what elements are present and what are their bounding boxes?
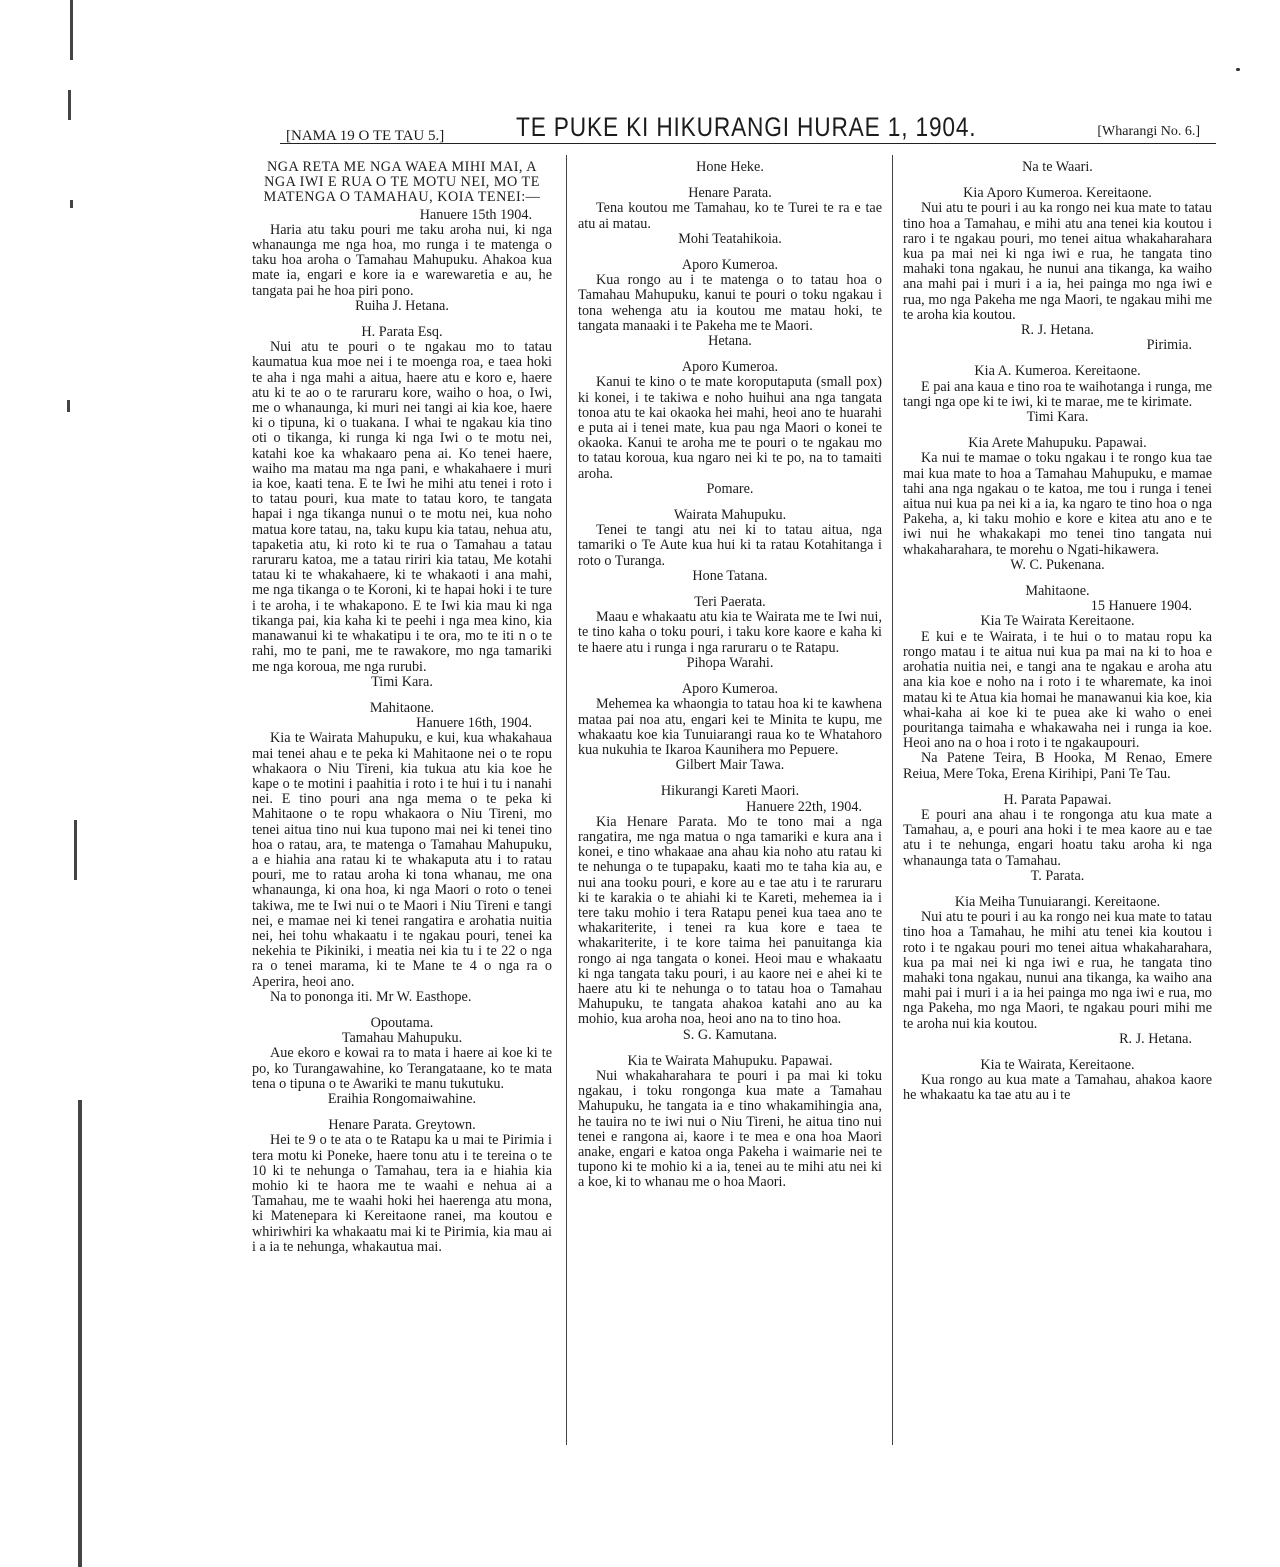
letter-body: Kia Henare Parata. Mo te tono mai a nga rangatira, me nga matua o nga tamariki e kura ana i konei, e tino whakaae ana ahau kia noho atu ratau ki te nehunga o te tupapaku, kaati mo te taha kia au, e nui ana tooku pouri, e kore au e tae atu i te raruraru ki te karakia o te ahiahi ki te Kareti, mehemea ia i tere taku mohio i tera Ratapu penei kua taea ano te whakariterite, i tenei ra kua kore e taea te whakariterite, i te kore taima hei panuitanga kia rongo ai nga tangata o konei. Heoi mau e whakaatu ki nga tangata taku pouri, i au kaore nei e ahei ki te haere atu ki te nehunga o to tatau hoa o Tamahau Mahupuku, te tangata ahakoa katahi ano au ka mohio, kua aroha noa, heoi ano na to tino hoa. [578, 813, 882, 1028]
letter-body: Nui atu te pouri i au ka rongo nei kua mate to tatau tino hoa a Tamahau, he mihi atu tenei kia koutou i roto i te ngakau pouri mo tenei aitua whakaharahara, kua pa mai nei ki nga iwi e rua, he tangata tino mahaki tona ngakau, nunui ana tikanga, ka waiho ana mahi pai i muri i a ia hei painga mo nga iwi e rua, mo nga Pakeha, mo nga Maori, te ngakau pouri mihi me te aroha nui kia koutou. [903, 909, 1212, 1032]
letter-address: Kia Meiha Tunuiarangi. Kereitaone. [954, 893, 1161, 910]
letter [578, 186, 882, 247]
letter-address: Henare Parata. Greytown. [328, 1117, 476, 1134]
letter-body: Haria atu taku pouri me taku aroha nui, ki nga whanaunga me nga hoa, mo runga i te matenga o taku hoa aroha o Tamahau Mahupuku. Ahakoa kua mate ia, engari e kore ia e warewaretia e au, he tangata pai he hoa piri pono. [252, 221, 552, 299]
letter-place: Mahitaone. [1025, 583, 1090, 600]
letter-place: Opoutama. [370, 1014, 434, 1031]
letter-body: E pouri ana ahau i te rongonga atu kua mate a Tamahau, a, e pouri ana hoki i te mea kaore au e tae atu i te nehunga, engari hoatu taku aroha ki nga whanaunga tata o Tamahau. [903, 806, 1212, 869]
letter-signature: Timi Kara. [371, 673, 433, 690]
headline: NGA RETA ME NGA WAEA MIHI MAI, A NGA IWI E RUA O TE MOTU NEI, MO TE MATENGA O TAMAHAU, KOIA TENEI:— [263, 159, 541, 206]
letter-address: Kia te Wairata Mahupuku. Papawai. [627, 1052, 833, 1069]
letter [578, 360, 882, 497]
letter-address: Tamahau Mahupuku. [341, 1030, 463, 1047]
letter-signature: W. C. Pukenana. [1010, 556, 1105, 573]
page-number: [Wharangi No. 6.] [1097, 124, 1200, 139]
letter-address: Kia Aporo Kumeroa. Kereitaone. [963, 185, 1152, 202]
letter-body: Hei te 9 o te ata o te Ratapu ka u mai te Pirimia i tera motu ki Poneke, haere tonu atu i te tereina o te 10 ki te nehunga o Tamahau, tera ia e hiahia kia mohio ki te haora me te waahi e nehua ai a Tamahau, me te waahi hoki hei haerenga atu mona, ki Matenepara ki Kereitaone ranei, ma koutou e whiriwhiri ka whakaatu mai ki te Pirimia, kia mau ai i a ia te nehunga, whakautua mai. [252, 1132, 552, 1255]
letter-body: Aue ekoro e kowai ra to mata i haere ai koe ki te po, ko Turangawahine, ko Terangataane, ko te mata tena o tipuna o te Awariki te manu tukutuku. [252, 1045, 552, 1092]
letter-signature: Ruiha J. Hetana. [355, 297, 449, 314]
letter-body: Mehemea ka whaongia to tatau hoa ki te kawhena mataa pai noa atu, engari kei te Minita te kupu, me whakaatu koe kia Tunuiarangi raua ko te Whatahoro kua nukuhia te Ikaroa Kaunihera mo Pepuere. [578, 696, 882, 758]
letter-signature: Timi Kara. [1026, 409, 1089, 426]
letter [578, 160, 882, 175]
letter-date: Hanuere 22th, 1904. [746, 798, 862, 815]
letter [903, 160, 1212, 175]
column-1 [252, 160, 552, 1266]
letter [578, 508, 882, 584]
masthead-title: TE PUKE KI HIKURANGI HURAE 1, 1904. [516, 112, 977, 142]
letter-address: H. Parata Esq. [361, 324, 443, 341]
letter [903, 895, 1212, 1047]
letter-signature: R. J. Hetana. [1119, 1030, 1192, 1047]
letter-address: Aporo Kumeroa. [681, 681, 779, 698]
letter-body: Kia te Wairata Mahupuku, e kui, kua whakahaua mai tenei ahau e te peka ki Mahitaone nei o te ropu whakaora o Niu Tireni, kia tukua atu kia koe he kape o te motini i paahitia i roto i te hui i tu i nanahi nei. E tino pouri ana nga mema o te peka ki Mahitaone o te ropu whakaora o Niu Tireni, mo tenei aitua tino nui kua tupono mai nei ki tenei tino hoa o ratau, ara, te matenga o Tamahau Mahupuku, a e hiahia ana ratau ki te whakaputa atu i to ratau pouri, me to ratau aroha ki tona whanau, me ona whanaunga, ki ona hoa, ki nga Maori o roto o tenei takiwa, me te Iwi nui o te Maori i Niu Tireni e tangi nei, e mamae nei ki tenei rangatira e arohatia nuitia nei, hei tohu whakaatu i te ngakau pouri, tenei ka nekehia te Pikiniki, i meatia nei kia tu i te 22 o nga ra o tenei marama, ki te Mane te 4 o nga ra o Aperira, heoi ano. [252, 730, 552, 990]
letter-signature: Hone Heke. [696, 159, 764, 175]
letter-signature: Na Patene Teira, B Hooka, M Renao, Emere Reiua, Mere Toka, Erena Kirihipi, Pani Te Tau. [903, 750, 1212, 782]
letter [252, 325, 552, 690]
letter-address: Aporo Kumeroa. [681, 257, 779, 274]
letter-date: 15 Hanuere 1904. [1090, 598, 1192, 615]
letter-place: Hikurangi Kareti Maori. [660, 783, 800, 800]
letter-body: Ka nui te mamae o toku ngakau i te rongo kua tae mai kua mate to hoa a Tamahau Mahupuku, e mamae tahi ana nga ngakau o te katoa, me tou i runga i tenei aitua nui kua pa nei ki a ia, ka ngaro te tino hoa o nga Pakeha, a, ki taku mohio e kore e kitea atu ano e te iwi nui he whakakapi mo tenei tino tangata nui whakaharahara, te morehu o Ngati-hikawera. [903, 450, 1212, 558]
letter-body: Nui atu te pouri i au ka rongo nei kua mate to tatau tino hoa a Tamahau, e mihi atu ana tenei kia koutou i raro i te ngakau pouri, mo tenei aitua whakaharahara kua pa mai nei ki nga iwi e rua, he tangata tino mahaki tona ngakau, he nunui ana tikanga, ka waiho ana mahi pai i muri i a ia, hei painga mo nga iwi e rua, mo nga Pakeha me nga Maori, te ngakau mihi me te aroha kia koutou. [903, 200, 1212, 323]
letter [578, 258, 882, 349]
letter-signature: Na te Waari. [1022, 159, 1093, 175]
letter-signature: Na to pononga iti. Mr W. Easthope. [270, 988, 472, 1005]
letter-address: Henare Parata. [688, 185, 772, 202]
column-3 [903, 160, 1212, 1115]
letter-signature: Hone Tatana. [692, 567, 768, 584]
column-2 [578, 160, 882, 1202]
scan-edge [62, 0, 86, 1567]
letter-body: Maau e whakaatu atu kia te Wairata me te Iwi nui, te tino kaha o toku pouri, i taku kore kaore e kaha ki te haere atu i runga i nga raruraru o te Ratapu. [578, 609, 882, 656]
letter-body: E kui e te Wairata, i te hui o to matau ropu ka rongo matau i te aitua nui kua pa mai na ki to hoa e arohatia nuitia nei, e tangi ana te ngakau e aroha atu ana kia koe e noho na i roto i te wharemate, ka inoi matau ki te Atua kia homai he manawanui kia koe, kia whai-kaha ai koe ki te puea ake ki waho o enei pouritanga taimaha e whakawaha nei i runga ia koe. Heoi ano na o hoa i roto i te ngakaupouri. [903, 628, 1212, 752]
scan-speck [1236, 68, 1240, 71]
letter-signature-title: Pirimia. [1146, 337, 1192, 354]
header-rule [280, 143, 1216, 144]
letter-place: Mahitaone. [369, 699, 435, 716]
letter-signature: Pihopa Warahi. [686, 654, 774, 671]
letter [252, 701, 552, 1005]
letter [903, 1058, 1212, 1104]
letter [903, 793, 1212, 884]
letter-signature: Mohi Teatahikoia. [678, 230, 782, 247]
letter-signature: T. Parata. [1030, 867, 1085, 884]
letter [252, 208, 552, 314]
letter-body: Kua rongo au i te matenga o to tatau hoa o Tamahau Mahupuku, kanui te pouri o toku ngakau i tona wehenga atu ia koutou me matau hoki, te tangata manaaki i te Pakeha me te Maori. [578, 272, 882, 334]
letter-body: E pai ana kaua e tino roa te waihotanga i runga, me tangi nga ope ki te iwi, ki te marae, me te kirimate. [903, 378, 1212, 410]
issue-number: [NAMA 19 O TE TAU 5.] [286, 128, 445, 144]
letter [252, 1016, 552, 1107]
letter-signature: Eraihia Rongomaiwahine. [327, 1090, 477, 1107]
letter-address: Kia Arete Mahupuku. Papawai. [968, 435, 1147, 452]
letter-address: Kia Te Wairata Kereitaone. [980, 613, 1135, 630]
letter [578, 1054, 882, 1191]
letter-address: Kia A. Kumeroa. Kereitaone. [974, 363, 1141, 380]
letter-signature: Pomare. [706, 480, 754, 497]
letter-signature: R. J. Hetana. [1021, 322, 1094, 339]
letter [903, 584, 1212, 782]
letter [903, 364, 1212, 425]
letter-address: Aporo Kumeroa. [681, 359, 779, 376]
letter [903, 186, 1212, 353]
column-divider [892, 155, 893, 1445]
letter [903, 436, 1212, 573]
column-divider [566, 155, 567, 1445]
letter-body: Nui atu te pouri o te ngakau mo to tatau kaumatua kua moe nei i te moenga roa, e taea hoki te aha i nga mahi a aitua, haere atu e koro e, haere atu ki te ao o te raruraru kore, waiho o hoa, o Iwi, me o whanaunga, ki muri nei tangi ai kia koe, haere ki o tipuna, ki o tuakana. I whai te ngakau kia tino oti o tikanga, ki runga ki nga Iwi o te motu nei, katahi koe ka whakaaro pena ai. Ko tenei haere, waiho ma matau ma nga pani, e whakahaere i muri ia koe, kaati tena. E te Iwi he mihi atu tenei i roto i to tatau pouri, kua mate to tatau koro, te tangata hapai i nga tikanga nunui o te motu nei, kua noho matua kore tatau, na, taku kupu kia tatau, nehua atu, tapaketia atu, ki roto ki te rua o Tamahau a tatau raruraru katoa, me a tatau ririri kia tatau, Me kotahi tatau ki te whakahaere, ki te whakaoti i ana mahi, me nga tikanga o te Koroni, ki te hapai hoki i te ture i te aroha, i te whakapono. E te Iwi kia mau ki nga tikanga pai, kia kaha ki te peehi i nga mea kino, kia manawanui ki te whakatipu i te ora, mo te iti n o te rahi, mo te pani, me te rawakore, mo nga tamariki me nga koroua, me nga rurubi. [252, 339, 552, 675]
letter [578, 784, 882, 1042]
letter-date: Hanuere 16th, 1904. [416, 715, 532, 732]
letter-signature: Gilbert Mair Tawa. [675, 757, 785, 774]
letter-body: Nui whakaharahara te pouri i pa mai ki toku ngakau, i toku rongonga kua mate a Tamahau Mahupuku, he tangata ia e tino whakamihingia ana, he tauira no te iwi nui o Niu Tireni, he aitua tino nui tenei e rangona ai, kaore i te mea e ona hoa Maori anake, engari e katoa onga Pakeha i waimarie nei te tupono ki te mohio ki a ia, tenei au te mihi atu nei ki a koe, ki to whanau me o hoa Maori. [578, 1067, 882, 1191]
letter-address: Teri Paerata. [694, 594, 766, 611]
letter-body: Tena koutou me Tamahau, ko te Turei te ra e tae atu ai matau. [578, 200, 882, 232]
letter-address: Wairata Mahupuku. [673, 507, 787, 524]
letter-body: Kua rongo au kua mate a Tamahau, ahakoa kaore he whakaatu ka tae atu au i te [903, 1072, 1212, 1104]
letter-signature: Hetana. [708, 333, 752, 350]
letter [578, 595, 882, 671]
letter-body: Kanui te kino o te mate koroputaputa (small pox) ki konei, i te takiwa e noho huihui ana nga tangata tonoa atu te kai okaoka hei mahi, heoi ano te huarahi e puta ai i tenei mate, kua pau nga Maori o konei te okaoka. Kanui te aroha me te pouri o te ngakau mo to tatau koroua, kua ngaro nei ki te po, na to tamaiti aroha. [578, 374, 882, 482]
letter-address: H. Parata Papawai. [1003, 791, 1112, 808]
letter-signature: S. G. Kamutana. [682, 1026, 778, 1043]
letter [252, 1118, 552, 1255]
letter-date: Hanuere 15th 1904. [419, 206, 532, 223]
letter-body: Tenei te tangi atu nei ki to tatau aitua, nga tamariki o Te Aute kua hui ki ta ratau Kotahitanga i roto o Turanga. [578, 522, 882, 569]
letter [578, 682, 882, 773]
letter-address: Kia te Wairata, Kereitaone. [980, 1056, 1135, 1073]
